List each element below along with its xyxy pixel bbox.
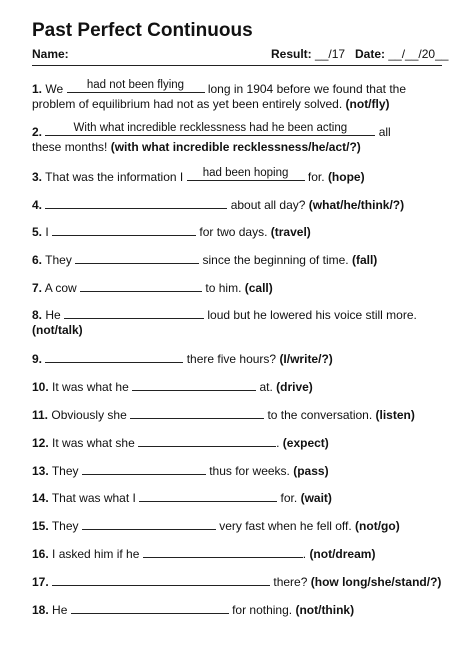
answer-blank[interactable] [143,545,303,558]
question-number: 1. [32,82,43,96]
question-10 [32,378,444,395]
verb-hint: (expect) [282,436,329,450]
question-text-pre: He [52,603,68,617]
question-6 [32,251,444,268]
result-blank: __/17 [315,47,346,61]
question-text-line2: problem of equilibrium had not as yet been entirely solved. [32,97,343,111]
question-5 [32,223,444,240]
question-text-post: very fast when he fell off. [219,519,352,533]
verb-hint: (hope) [327,170,365,184]
question-number: 13. [32,464,49,478]
question-text-line2: these months! [32,140,108,154]
question-3 [32,168,444,185]
question-text-post: for nothing. [232,603,293,617]
question-11 [32,406,444,423]
question-2 [32,123,444,155]
question-13 [32,462,444,479]
question-text-pre: He [45,308,61,322]
question-text-post: thus for weeks. [209,464,290,478]
question-text-post: there? [273,575,308,589]
date-field [355,47,448,61]
answer-blank[interactable] [82,462,206,475]
verb-hint: (with what incredible recklessness/he/act/?) [110,140,361,154]
question-text-pre: We [45,82,64,96]
question-text-post: about all day? [230,198,306,212]
question-15 [32,517,444,534]
question-text-pre: That was the information I [45,170,184,184]
question-number: 7. [32,281,43,295]
question-text-pre: They [45,253,72,267]
date-blank: __/__/20__ [388,47,449,61]
question-text-pre: Obviously she [51,408,127,422]
answer-blank[interactable] [187,168,305,181]
question-number: 12. [32,436,49,450]
answer-text: had not been flying [86,79,185,91]
name-label: Name: [32,47,69,61]
question-number: 16. [32,547,49,561]
question-text-post: all [378,125,391,139]
question-text-post: . [276,436,280,450]
question-17 [32,573,444,590]
question-number: 11. [32,408,49,422]
answer-blank[interactable] [45,123,375,136]
verb-hint: (drive) [276,380,313,394]
answer-blank[interactable] [82,517,216,530]
verb-hint: (not/dream) [309,547,376,561]
verb-hint: (how long/she/stand/?) [310,575,442,589]
question-text-pre: It was what he [52,380,129,394]
question-7 [32,279,444,296]
verb-hint: (fall) [351,253,378,267]
question-text-pre: A cow [44,281,77,295]
answer-blank[interactable] [67,80,205,93]
verb-hint: (not/think) [295,603,355,617]
answer-blank[interactable] [80,279,202,292]
question-1 [32,80,444,112]
worksheet-title: Past Perfect Continuous [32,20,253,41]
answer-text: With what incredible recklessness had he been acting [73,122,348,134]
question-text-post: there five hours? [186,352,277,366]
question-16 [32,545,444,562]
question-text-post: for. [280,491,298,505]
question-text-post: long in 1904 before we found that the [207,82,406,96]
question-text-pre: I [45,225,49,239]
answer-blank[interactable] [64,306,204,319]
question-number: 8. [32,308,43,322]
answer-blank[interactable] [45,350,183,363]
question-text-post: to the conversation. [267,408,373,422]
verb-hint: (travel) [270,225,311,239]
question-text-post: for two days. [199,225,268,239]
question-4 [32,196,444,213]
verb-hint: (not/fly) [345,97,390,111]
question-number: 2. [32,125,43,139]
question-9 [32,350,444,367]
answer-blank[interactable] [132,378,256,391]
question-text-pre: That was what I [51,491,136,505]
verb-hint: (not/go) [355,519,400,533]
question-number: 17. [32,575,49,589]
date-label: Date: [355,47,386,61]
question-number: 3. [32,170,43,184]
answer-blank[interactable] [130,406,264,419]
verb-hint: (not/talk) [32,323,83,337]
question-8 [32,306,444,338]
question-text-pre: It was what she [52,436,135,450]
result-label: Result: [271,47,312,61]
question-text-pre: I asked him if he [52,547,140,561]
question-text-pre: They [51,464,79,478]
question-18 [32,601,444,618]
answer-blank[interactable] [138,434,276,447]
question-number: 14. [32,491,49,505]
question-text-post: . [302,547,307,561]
answer-text: had been hoping [202,167,289,179]
question-number: 5. [32,225,43,239]
question-text-post: loud but he lowered his voice still more. [207,308,417,322]
question-text-post: since the beginning of time. [202,253,349,267]
question-number: 6. [32,253,43,267]
answer-blank[interactable] [52,223,196,236]
verb-hint: (wait) [300,491,332,505]
question-text-pre: They [51,519,79,533]
answer-blank[interactable] [75,251,199,264]
header-divider [32,65,442,66]
question-text-post: for. [307,170,325,184]
answer-blank[interactable] [52,573,270,586]
question-number: 4. [32,198,43,212]
answer-blank[interactable] [139,489,277,502]
question-text-post: at. [259,380,273,394]
verb-hint: (what/he/think/?) [308,198,405,212]
result-field [271,47,345,61]
question-14 [32,489,444,506]
answer-blank[interactable] [45,196,227,209]
verb-hint: (pass) [293,464,329,478]
question-number: 9. [32,352,43,366]
verb-hint: (I/write/?) [279,352,333,366]
answer-blank[interactable] [71,601,229,614]
question-number: 10. [32,380,49,394]
question-number: 18. [32,603,49,617]
question-number: 15. [32,519,49,533]
question-12 [32,434,444,451]
verb-hint: (listen) [375,408,415,422]
question-text-post: to him. [205,281,242,295]
verb-hint: (call) [244,281,273,295]
